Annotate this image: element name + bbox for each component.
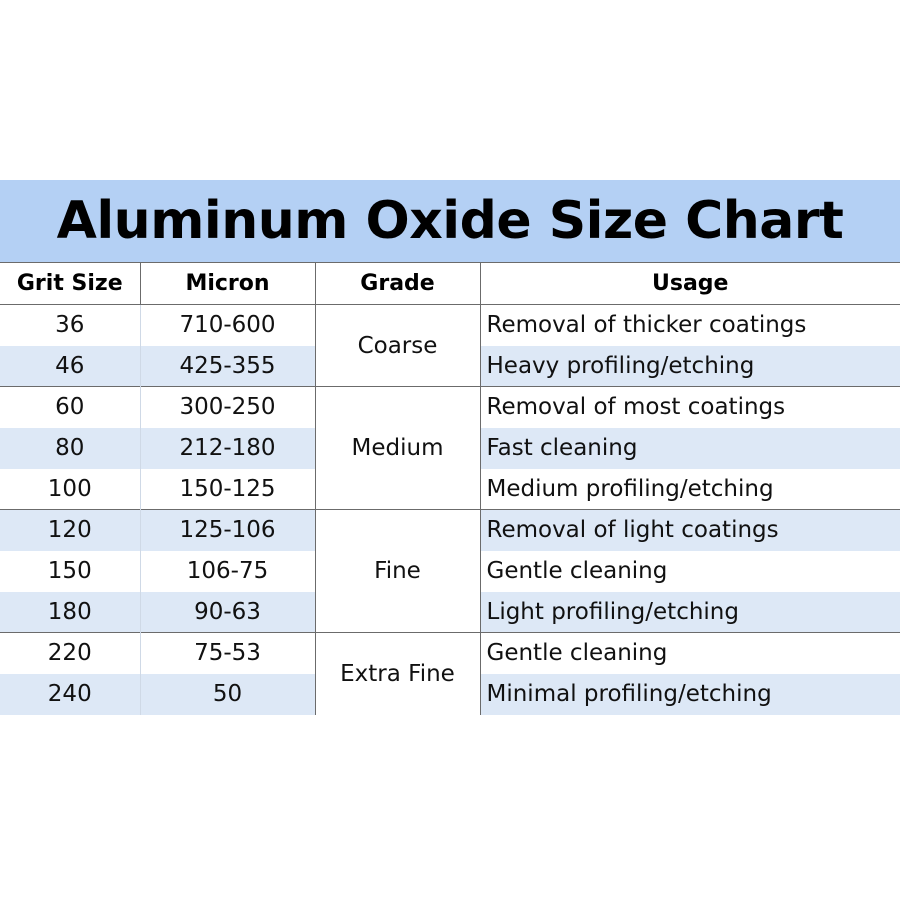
header-row	[0, 263, 900, 305]
grit-size-cell: 60	[0, 387, 140, 428]
usage-cell: Fast cleaning	[480, 428, 900, 469]
header-usage: Usage	[480, 263, 900, 305]
title-banner	[0, 180, 900, 262]
usage-cell: Minimal profiling/etching	[480, 674, 900, 715]
grade-cell: Coarse	[315, 305, 480, 387]
grit-size-cell: 100	[47, 475, 92, 502]
micron-cell: 106-75	[140, 551, 315, 592]
grit-size-cell: 150	[47, 558, 92, 584]
grade-cell: Medium	[315, 387, 480, 510]
table-row	[0, 305, 900, 346]
grit-size-cell: 240	[0, 674, 140, 715]
header-grit-size: Grit Size	[0, 263, 140, 305]
micron-cell: 710-600	[140, 305, 315, 346]
micron-cell: 75-53	[140, 633, 315, 674]
grit-size-cell: 46	[0, 346, 140, 387]
micron-cell: 50	[140, 674, 315, 715]
usage-cell: Light profiling/etching	[480, 592, 900, 633]
grade-cell: Fine	[315, 510, 480, 633]
micron-cell: 125-106	[140, 510, 315, 551]
usage-cell: Heavy profiling/etching	[480, 346, 900, 387]
grit-size-cell: 220	[0, 633, 140, 674]
grit-size-cell: 80	[0, 428, 140, 469]
grit-size-cell: 36	[0, 305, 140, 346]
usage-cell: Medium profiling/etching	[480, 469, 900, 510]
usage-cell: Removal of light coatings	[480, 510, 900, 551]
usage-cell: Gentle cleaning	[480, 551, 900, 592]
usage-cell: Removal of most coatings	[480, 387, 900, 428]
chart-title: Aluminum Oxide Size Chart	[56, 191, 844, 251]
grit-size-cell: 120	[0, 510, 140, 551]
header-grade: Grade	[315, 263, 480, 305]
grit-size-cell: 180	[0, 592, 140, 633]
micron-cell: 150-125	[140, 469, 315, 510]
micron-cell: 300-250	[140, 387, 315, 428]
table-row	[0, 633, 900, 674]
table-row	[0, 510, 900, 551]
header-micron: Micron	[140, 263, 315, 305]
micron-cell: 90-63	[140, 592, 315, 633]
size-table	[0, 262, 900, 715]
table-row	[0, 387, 900, 428]
micron-cell: 212-180	[140, 428, 315, 469]
usage-cell: Removal of thicker coatings	[480, 305, 900, 346]
grade-cell: Extra Fine	[315, 633, 480, 715]
micron-cell: 425-355	[140, 346, 315, 387]
usage-cell: Gentle cleaning	[480, 633, 900, 674]
table-body	[0, 305, 900, 715]
